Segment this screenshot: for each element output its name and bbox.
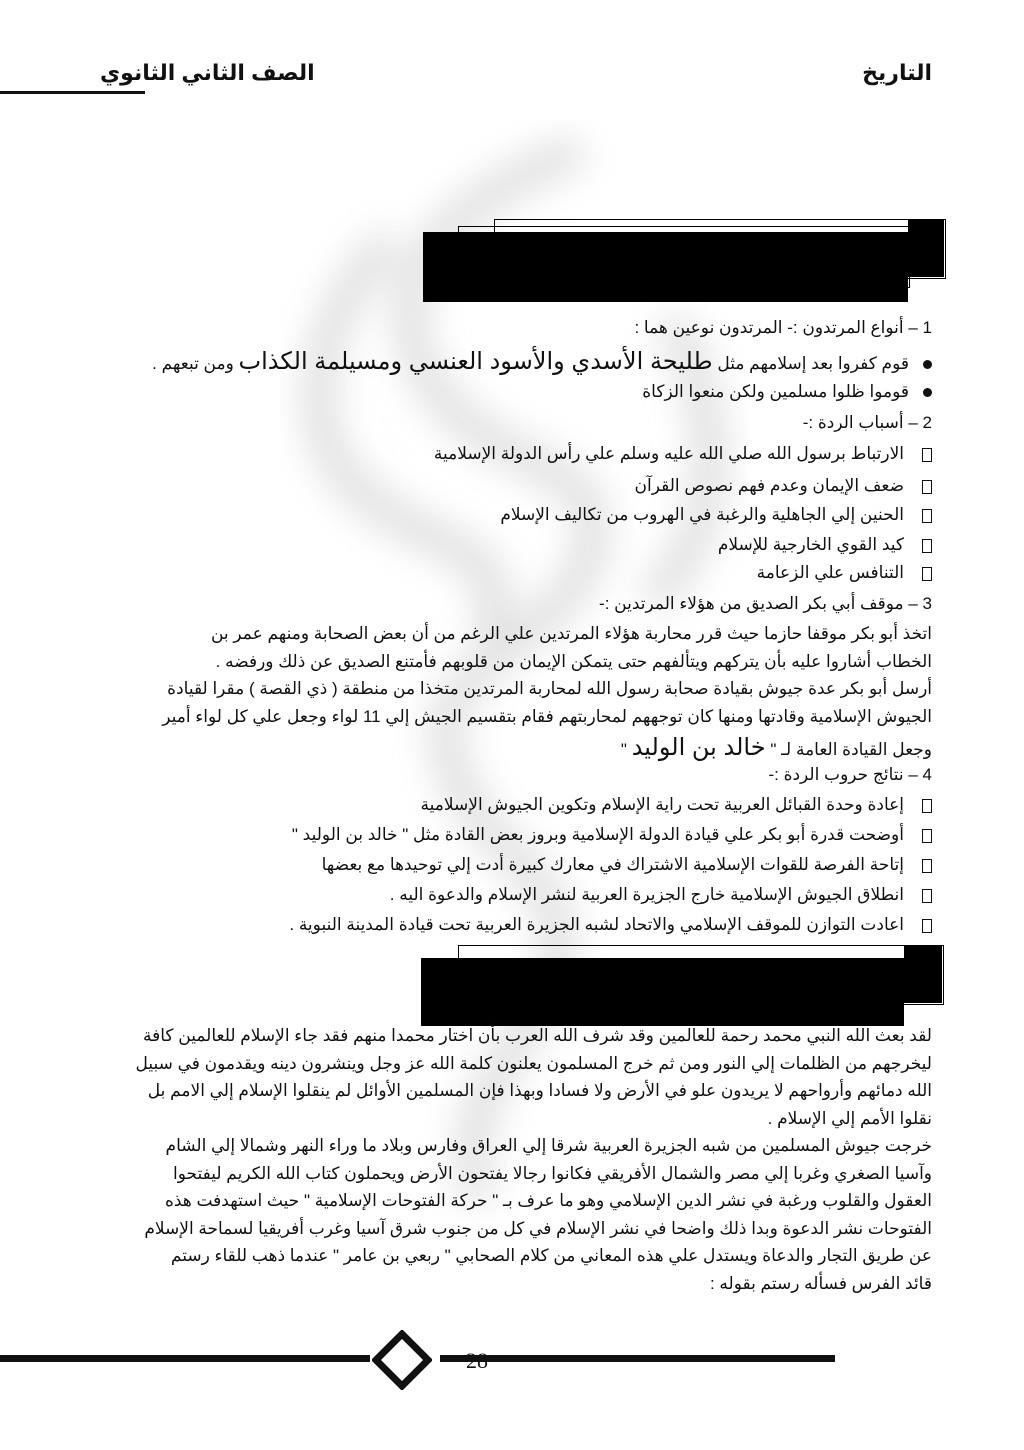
list-item: أوضحت قدرة أبو بكر علي قيادة الدولة الإسلامية وبروز بعض القادة مثل " خالد بن الوليد "	[292, 825, 932, 845]
square-bullet-icon	[922, 889, 932, 903]
list-item: ضعف الإيمان وعدم فهم نصوص القرآن	[635, 476, 932, 496]
square-bullet-icon	[922, 480, 932, 494]
footer-rule-right	[440, 1355, 835, 1362]
section-title: 4 – نتائج حروب الردة :-	[768, 765, 932, 784]
page-number: 28	[466, 1348, 488, 1373]
square-bullet-icon	[922, 799, 932, 813]
list-item: إعادة وحدة القبائل العربية تحت راية الإسلام وتكوين الجيوش الإسلامية	[421, 795, 932, 815]
redaction-block	[423, 232, 908, 302]
square-bullet-icon	[922, 448, 932, 462]
square-bullet-icon	[922, 919, 932, 933]
section-title: 1 – أنواع المرتدون :- المرتدون نوعين هما :	[634, 318, 932, 337]
highlighted-name: خالد بن الوليد	[631, 734, 766, 761]
footer-rule-left	[0, 1355, 370, 1362]
bullet-icon	[923, 388, 932, 397]
conquests-paragraph-2: خرجت جيوش المسلمين من شبه الجزيرة العربية شرقا إلي العراق وفارس وبلاد ما وراء النهر وشمالا إلي الشام وآسيا الصغري وغربا إلي مصر والشمال الأفريقي فكانوا رجالا يفتحون الأرض ويحملون كتاب الله الكريم ليفتحوا العقول والقلوب ورغبة في نشر الدين الإسلامي وهو ما عرف بـ " حركة الفتوحات الإسلامية " حيث استهدفت هذه الفتوحات نشر الدعوة وبدا ذلك واضحا في نشر الإسلام في كل من جنوب شرق آسيا وغرب أفريقيا لسماحة الإسلام عن طريق التجار والدعاة ويستدل علي هذه المعاني من كلام الصحابي " ربعي بن عامر " عندما ذهب للقاء رستم قائد الفرس فسأله رستم بقوله :	[144, 1136, 932, 1293]
square-bullet-icon	[922, 859, 932, 873]
section-title: 3 – موقف أبي بكر الصديق من هؤلاء المرتدين :-	[599, 594, 932, 613]
list-item: إتاحة الفرصة للقوات الإسلامية الاشتراك في معارك كبيرة أدت إلي توحيدها مع بعضها	[322, 855, 932, 875]
list-item: الحنين إلي الجاهلية والرغبة في الهروب من تكاليف الإسلام	[500, 505, 932, 525]
redaction-block	[904, 945, 942, 1003]
square-bullet-icon	[922, 509, 932, 523]
square-bullet-icon	[922, 829, 932, 843]
subject-title: التاريخ	[862, 60, 932, 85]
conquests-paragraph-1: لقد بعث الله النبي محمد رحمة للعالمين وقد شرف الله العرب بأن اختار محمدا منهم فقد جاء الإسلام للعالمين كافة ليخرجهم من الظلمات إلي النور ومن ثم خرج المسلمون يعلنون كلمة الله عز وجل وينشرون دينه ويقدمون في سبيل الله دمائهم وأرواحهم لا يريدون علو في الأرض ولا فسادا وبهذا فإن المسلمين الأوائل لم ينقلوا الإسلام إلي الامم بل نقلوا الأمم إلي الإسلام .	[135, 1026, 932, 1128]
redaction-block	[421, 958, 904, 1026]
redaction-block	[908, 219, 944, 277]
section3-last-line: وجعل القيادة العامة لـ " خالد بن الوليد "	[620, 734, 932, 761]
header-underline	[0, 91, 145, 94]
list-item: كيد القوي الخارجية للإسلام	[718, 535, 932, 555]
square-bullet-icon	[922, 567, 932, 581]
list-item: قوموا ظلوا مسلمين ولكن منعوا الزكاة	[642, 382, 932, 402]
grade-title: الصف الثاني الثانوي	[100, 60, 315, 85]
highlighted-names: طليحة الأسدي والأسود العنسي ومسيلمة الكذاب	[238, 348, 713, 375]
list-item: اعادت التوازن للموقف الإسلامي والاتحاد لشبه الجزيرة العربية تحت قيادة المدينة النبوية .	[289, 915, 932, 935]
diamond-ornament-icon	[372, 1330, 432, 1390]
list-item: التنافس علي الزعامة	[757, 563, 932, 583]
bullet-icon	[923, 360, 932, 369]
list-item: الارتباط برسول الله صلي الله عليه وسلم علي رأس الدولة الإسلامية	[434, 444, 932, 464]
list-item: قوم كفروا بعد إسلامهم مثل طليحة الأسدي والأسود العنسي ومسيلمة الكذاب ومن تبعهم .	[152, 347, 932, 376]
list-item: انطلاق الجيوش الإسلامية خارج الجزيرة العربية لنشر الإسلام والدعوة اليه .	[390, 885, 932, 905]
section3-paragraph: اتخذ أبو بكر موقفا حازما حيث قرر محاربة هؤلاء المرتدين علي الرغم من أن بعض الصحابة ومنهم عمر بن الخطاب أشاروا عليه بأن يتركهم ويتألفهم حتى يتمكن الإيمان من قلوبهم فأمتنع الصديق عن ذلك ورفضه . أرسل أبو بكر عدة جيوش بقيادة صحابة رسول الله لمحاربة المرتدين متخذا من منطقة ( ذي القصة ) مقرا لقيادة الجيوش الإسلامية وقادتها ومنها كان توجههم لمحاربتهم فقام بتقسيم الجيش إلي 11 لواء وجعل علي كل لواء أمير	[162, 624, 932, 726]
square-bullet-icon	[922, 539, 932, 553]
section-title: 2 – أسباب الردة :-	[802, 413, 932, 432]
